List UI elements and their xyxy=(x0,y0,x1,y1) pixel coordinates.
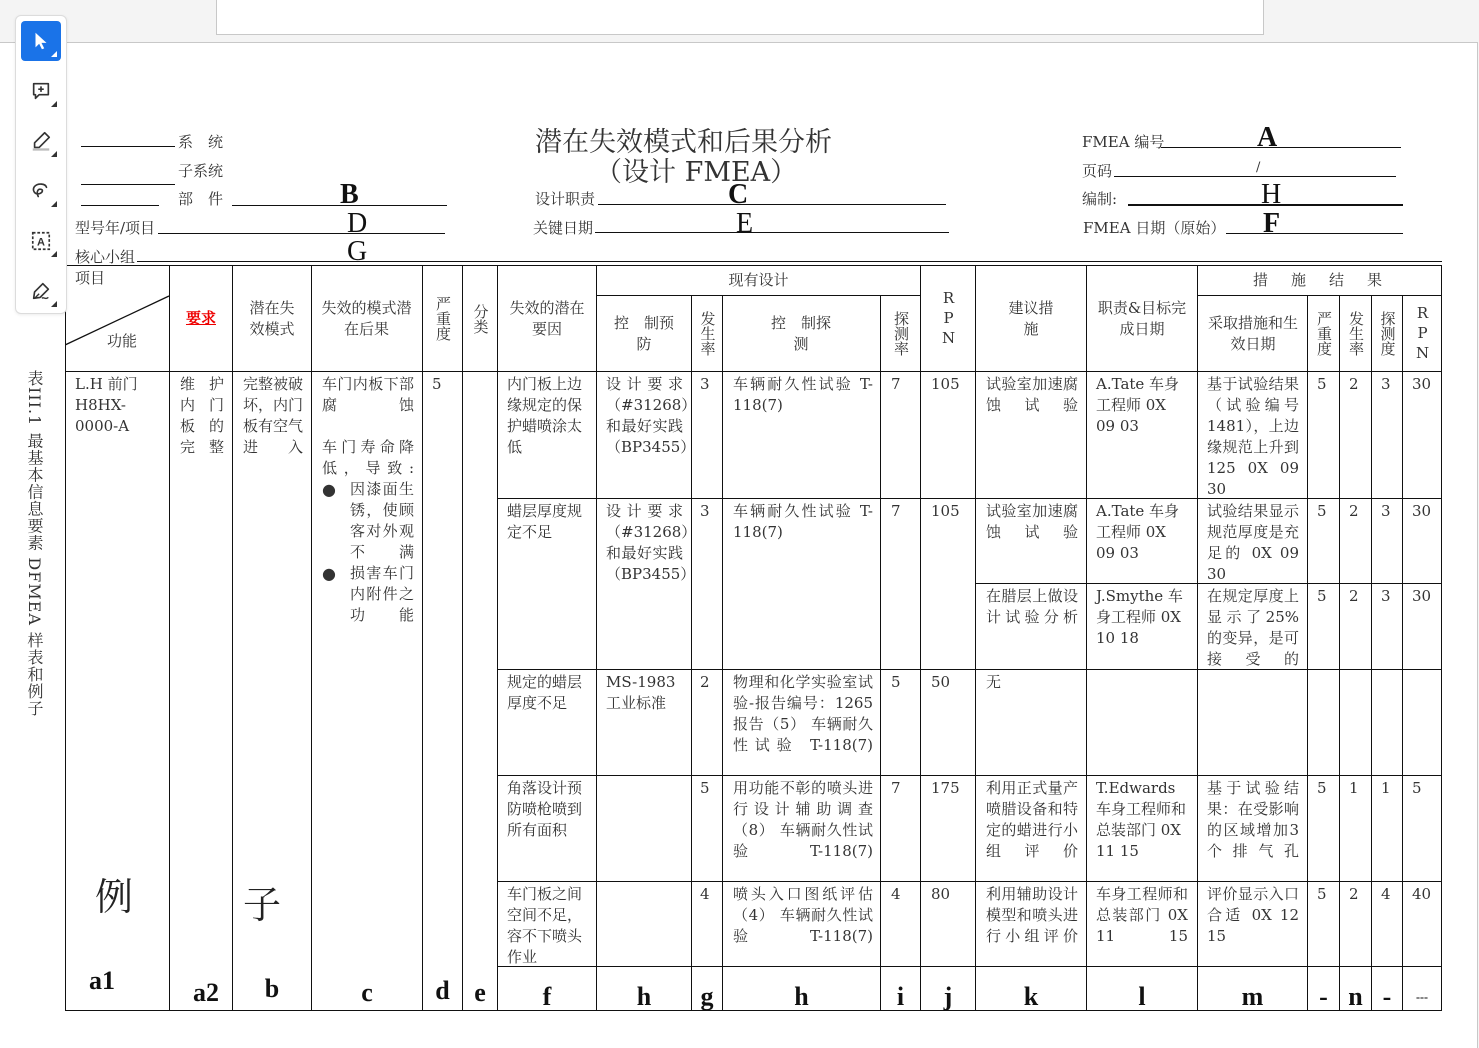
col-border xyxy=(65,265,66,1010)
annotation-toolbar xyxy=(15,15,67,314)
fmea-date-label: FMEA 日期（原始） xyxy=(1083,219,1226,237)
subsystem-label: 子系统 xyxy=(178,162,224,180)
col-border xyxy=(1339,295,1340,1010)
row4-result-detection: 1 xyxy=(1381,779,1391,797)
header-action-results: 措 施 结 果 xyxy=(1252,271,1386,289)
page-value: / xyxy=(1256,160,1261,175)
subsystem-underline xyxy=(81,184,175,185)
requirement-link[interactable]: 要求 xyxy=(185,309,216,327)
row1-result-occurrence: 2 xyxy=(1349,375,1359,393)
row5-rpn: 80 xyxy=(931,885,951,903)
col-border xyxy=(1197,265,1198,1010)
header-failure-effect: 失效的模式潜在后果 xyxy=(321,298,412,338)
header-rpn-text: RPN xyxy=(939,288,958,349)
row2a-result-severity: 5 xyxy=(1317,502,1327,520)
row2a-result-detection: 3 xyxy=(1381,502,1391,520)
col-border xyxy=(1371,295,1372,1010)
header-result-detection xyxy=(1372,296,1402,371)
row2-detection-control: 车辆耐久性试验 T-118(7) xyxy=(733,502,873,541)
header-result-rpn-text: RPN xyxy=(1413,303,1432,364)
row1-result-detection: 3 xyxy=(1381,375,1391,393)
col-letter-c: c xyxy=(361,978,373,1007)
header-prevention: 控 制预防 xyxy=(613,313,674,353)
header-detection-control: 控 制探测 xyxy=(771,313,832,353)
cell-failure-mode: 完整被破坏，内门板有空气进入 xyxy=(243,375,304,456)
example-char-2: 子 xyxy=(243,883,282,927)
col-letter-i: i xyxy=(896,982,905,1011)
row2-cause: 蜡层厚度规定不足 xyxy=(507,502,583,541)
row4-recommended: 利用正式量产喷腊设备和特定的蜡进行小组评价 xyxy=(986,779,1078,860)
header-severity xyxy=(423,266,462,371)
row5-cause: 车门板之间空间不足，容不下喷头作业 xyxy=(507,885,583,966)
header-severity-text: 严重度 xyxy=(434,296,452,341)
row4-responsibility: T.Edwards 车身工程师和总装部门 0X 11 15 xyxy=(1096,779,1187,860)
design-resp-value: C xyxy=(728,179,749,210)
row1-actions-taken: 基于试验结果（试验编号1481），上边缘规范上升到125 0X 09 30 xyxy=(1207,375,1299,498)
header-result-occurrence xyxy=(1340,296,1371,371)
col-letter-dash-1: - xyxy=(1319,982,1328,1011)
row4-actions-taken: 基于试验结果：在受影响的区域增加3个排气孔 xyxy=(1207,779,1299,860)
row2a-actions-taken: 试验结果显示规范厚度是充足的 0X 09 30 xyxy=(1207,502,1299,583)
cell-item: L.H 前门 H8HX-0000-A xyxy=(75,375,138,435)
row1-occurrence: 3 xyxy=(700,375,710,393)
col-border xyxy=(422,265,423,1010)
row2b-result-rpn: 30 xyxy=(1412,587,1432,605)
add-comment-tool-button[interactable] xyxy=(21,71,61,111)
row1-prevention: 设计要求（#31268）和最好实践（BP3455） xyxy=(606,375,697,456)
row1-recommended: 试验室加速腐蚀试验 xyxy=(986,375,1078,414)
design-resp-label: 设计职责 xyxy=(535,190,596,208)
key-date-label: 关键日期 xyxy=(533,219,594,237)
fmea-number-value: A xyxy=(1257,122,1278,153)
col-letter-h2: h xyxy=(794,982,809,1011)
model-label: 型号年/项目 xyxy=(75,219,156,237)
effect-bullet-1-text: 因漆面生锈，使顾客对外观不满 xyxy=(350,480,414,561)
submenu-indicator-icon xyxy=(51,101,57,107)
col-border xyxy=(920,265,921,1010)
system-label: 系 统 xyxy=(178,133,224,151)
page-label: 页码 xyxy=(1082,162,1113,180)
row4-rpn: 175 xyxy=(931,779,960,797)
draw-tool-button[interactable] xyxy=(21,171,61,211)
row5-detection: 4 xyxy=(891,885,901,903)
row1-detection: 7 xyxy=(891,375,901,393)
fmea-date-field-line xyxy=(1226,233,1403,234)
row1-detection-control: 车辆耐久性试验 T-118(7) xyxy=(733,375,873,414)
row2-prevention: 设计要求（#31268）和最好实践（BP3455） xyxy=(606,502,697,583)
header-cause: 失效的潜在要因 xyxy=(509,298,585,338)
text-box-tool-button[interactable] xyxy=(21,221,61,261)
row4-result-severity: 5 xyxy=(1317,779,1327,797)
highlighter-pen-icon xyxy=(30,130,52,152)
col-border xyxy=(462,265,463,1010)
core-team-label: 核心小组 xyxy=(75,248,136,266)
system-underline xyxy=(81,146,175,147)
col-letter-g: g xyxy=(700,982,714,1011)
row2a-responsibility: A.Tate 车身工程师 0X 09 03 xyxy=(1096,502,1180,562)
row2b-recommended: 在腊层上做设计试验分析 xyxy=(986,587,1078,626)
header-bottom-border xyxy=(65,371,1442,372)
header-detection-text: 探测率 xyxy=(892,311,910,356)
header-occurrence-text: 发生率 xyxy=(698,311,717,356)
form-subtitle: （设计 FMEA） xyxy=(595,157,798,188)
fmea-number-label: FMEA 编号 xyxy=(1082,133,1165,151)
row3-cause: 规定的蜡层厚度不足 xyxy=(507,673,583,712)
row-divider-4 xyxy=(497,881,1442,882)
text-select-box-icon xyxy=(30,230,52,252)
header-item: 项目 xyxy=(75,269,106,287)
row2b-result-detection: 3 xyxy=(1381,587,1391,605)
example-char-1: 例 xyxy=(95,875,134,919)
freehand-loop-icon xyxy=(30,180,52,202)
col-letter-a2: a2 xyxy=(193,978,219,1007)
row4-detection: 7 xyxy=(891,779,901,797)
col-border xyxy=(1402,295,1403,1010)
row1-rpn: 105 xyxy=(931,375,960,393)
header-occurrence xyxy=(692,296,722,371)
header-result-occurrence-text: 发生率 xyxy=(1347,311,1365,356)
row5-detection-control: 喷头入口图纸评估（4） 车辆耐久性试验 T-118(7) xyxy=(733,885,873,945)
row5-responsibility: 车身工程师和总装部门 0X 11 15 xyxy=(1096,885,1188,945)
row-divider-2 xyxy=(497,669,1442,670)
svg-text:A: A xyxy=(37,236,45,249)
row3-recommended: 无 xyxy=(986,673,1002,691)
page-field-line xyxy=(1114,176,1396,177)
row2b-result-severity: 5 xyxy=(1317,587,1327,605)
highlight-tool-button[interactable] xyxy=(21,121,61,161)
component-underline-left xyxy=(81,205,159,206)
row5-result-occurrence: 2 xyxy=(1349,885,1359,903)
row4-occurrence: 5 xyxy=(700,779,710,797)
component-value: B xyxy=(340,179,359,210)
header-result-detection-text: 探测度 xyxy=(1378,311,1397,356)
col-border xyxy=(1307,295,1308,1010)
row2-rpn: 105 xyxy=(931,502,960,520)
col-letter-ellipsis: --- xyxy=(1416,990,1428,1004)
form-title: 潜在失效模式和后果分析 xyxy=(535,127,832,158)
col-border xyxy=(1441,265,1442,1010)
row4-result-occurrence: 1 xyxy=(1349,779,1359,797)
row-divider-5 xyxy=(497,966,1442,967)
row5-result-rpn: 40 xyxy=(1412,885,1432,903)
row4-result-rpn: 5 xyxy=(1412,779,1422,797)
col-letter-j: j xyxy=(943,982,953,1011)
header-current-design: 现有设计 xyxy=(728,271,789,289)
col-border xyxy=(311,265,312,1010)
col-letter-e: e xyxy=(474,978,486,1007)
header-failure-mode: 潜在失效模式 xyxy=(249,298,295,338)
design-resp-field-line xyxy=(598,204,946,205)
select-tool-button[interactable] xyxy=(21,21,61,61)
row1-cause: 内门板上边缘规定的保护蜡喷涂太低 xyxy=(507,375,583,456)
row-divider-3 xyxy=(497,775,1442,776)
col-letter-h1: h xyxy=(636,982,652,1011)
submenu-indicator-icon xyxy=(51,51,57,57)
row2a-result-occurrence: 2 xyxy=(1349,502,1359,520)
effect-bullet-2-text: 损害车门内附件之功能 xyxy=(350,564,414,624)
top-panel xyxy=(216,0,1264,35)
row-divider-1 xyxy=(497,498,1442,499)
submenu-indicator-icon xyxy=(51,151,57,157)
row1-responsibility: A.Tate 车身工程师 0X 09 03 xyxy=(1096,375,1180,435)
row2a-recommended: 试验室加速腐蚀试验 xyxy=(986,502,1078,541)
component-label: 部 件 xyxy=(178,190,224,208)
cell-requirement: 维护内门板的完整 xyxy=(180,375,224,456)
add-comment-icon xyxy=(30,80,52,102)
col-border xyxy=(975,265,976,1010)
row5-recommended: 利用辅助设计模型和喷头进行小组评价 xyxy=(986,885,1078,945)
row1-result-rpn: 30 xyxy=(1412,375,1432,393)
col-border xyxy=(232,265,233,1010)
fmea-date-value: F xyxy=(1263,208,1281,239)
submenu-indicator-icon xyxy=(51,301,57,307)
col-border xyxy=(596,265,597,1010)
header-detection xyxy=(881,296,920,371)
row3-detection-control: 物理和化学实验室试验-报告编号：1265 报告（5） 车辆耐久性试验 T-118(7) xyxy=(733,673,873,754)
header-class xyxy=(463,266,497,371)
row2-detection: 7 xyxy=(891,502,901,520)
model-value: D xyxy=(347,208,368,239)
row2b-responsibility: J.Smythe 车身工程师 0X 10 18 xyxy=(1096,587,1183,647)
row3-detection: 5 xyxy=(891,673,901,691)
header-result-severity-text: 严重度 xyxy=(1315,311,1333,356)
col-letter-d: d xyxy=(435,976,450,1005)
col-letter-l: l xyxy=(1138,982,1146,1011)
table-caption: 表III.1 最基本信息要素 DFMEA 样表和例子 xyxy=(25,370,44,718)
row5-actions-taken: 评价显示入口合适 0X 12 15 xyxy=(1207,885,1299,945)
cursor-arrow-icon xyxy=(30,30,52,52)
col-letter-a1: a1 xyxy=(89,966,115,995)
col-letter-f: f xyxy=(542,982,552,1011)
header-class-text: 分类 xyxy=(471,303,490,334)
bullet-dot-icon: ● xyxy=(322,480,336,499)
row2-occurrence: 3 xyxy=(700,502,710,520)
col-letter-dash-2: - xyxy=(1382,982,1392,1011)
header-requirement xyxy=(170,266,232,371)
col-border xyxy=(880,295,881,1010)
col-border xyxy=(722,295,723,1010)
effect-bullet-1 xyxy=(322,479,414,563)
row5-result-severity: 5 xyxy=(1317,885,1327,903)
submenu-indicator-icon xyxy=(51,201,57,207)
header-result-severity xyxy=(1308,296,1339,371)
prepared-by-label: 编制: xyxy=(1082,190,1118,208)
submenu-indicator-icon xyxy=(51,251,57,257)
effect-line-1: 车门内板下部腐蚀 xyxy=(322,375,414,414)
row4-cause: 角落设计预防喷枪喷到所有面积 xyxy=(507,779,583,839)
row3-occurrence: 2 xyxy=(700,673,710,691)
col-letter-b: b xyxy=(264,974,280,1003)
row5-result-detection: 4 xyxy=(1381,885,1391,903)
effect-bullet-2 xyxy=(322,563,414,626)
prepared-by-value: H xyxy=(1261,179,1282,210)
header-responsibility: 职责&目标完成日期 xyxy=(1097,298,1187,338)
row5-occurrence: 4 xyxy=(700,885,710,903)
key-date-field-line xyxy=(595,232,949,233)
row1-result-severity: 5 xyxy=(1317,375,1327,393)
signature-pen-icon xyxy=(30,280,52,302)
col-letter-n: n xyxy=(1348,982,1363,1011)
fmea-number-field-line xyxy=(1161,147,1401,148)
row3-rpn: 50 xyxy=(931,673,951,691)
header-function: 功能 xyxy=(107,332,138,350)
header-recommended: 建议措施 xyxy=(1008,298,1054,338)
bullet-dot-icon: ● xyxy=(322,564,336,583)
core-team-field-line xyxy=(137,261,1442,262)
row2a-result-rpn: 30 xyxy=(1412,502,1432,520)
col-letter-k: k xyxy=(1023,982,1039,1011)
col-border xyxy=(497,265,498,1010)
header-result-rpn xyxy=(1403,296,1441,371)
col-border xyxy=(169,265,170,1010)
core-team-value: G xyxy=(347,236,368,267)
sign-tool-button[interactable] xyxy=(21,271,61,311)
row3-prevention: MS-1983 工业标准 xyxy=(606,673,676,712)
key-date-value: E xyxy=(736,208,754,239)
col-letter-m: m xyxy=(1241,982,1264,1011)
row2b-result-occurrence: 2 xyxy=(1349,587,1359,605)
row4-detection-control: 用功能不彰的喷头进行设计辅助调查（8） 车辆耐久性试验 T-118(7) xyxy=(733,779,873,860)
effect-line-2: 车门寿命降低，导致: xyxy=(322,438,414,477)
cell-severity: 5 xyxy=(432,375,442,393)
row2b-actions-taken: 在规定厚度上显示了25%的变异，是可接受的 xyxy=(1207,587,1299,668)
header-rpn xyxy=(921,266,975,371)
col-border xyxy=(1086,265,1087,1010)
header-actions-taken: 采取措施和生效日期 xyxy=(1208,313,1299,353)
cell-failure-effect xyxy=(322,374,414,626)
model-field-line xyxy=(158,233,445,234)
